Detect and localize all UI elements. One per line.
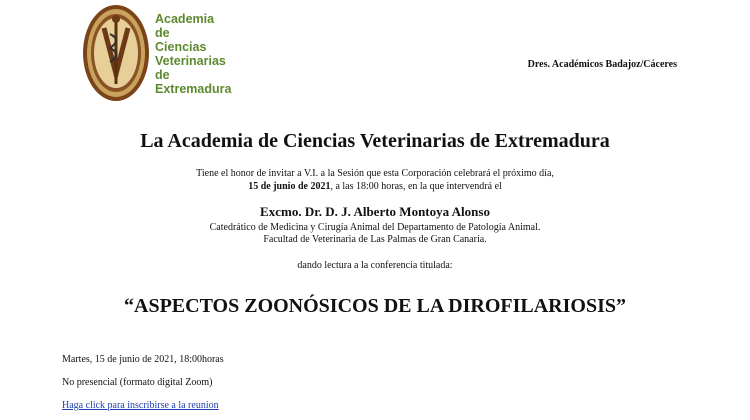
speaker-faculty: Facultad de Veterinaria de Las Palmas de Gran Canaria.	[263, 234, 487, 245]
page-title: La Academia de Ciencias Veterinarias de Extremadura	[140, 130, 610, 152]
org-name-line: Academia	[155, 12, 215, 26]
lecture-title: “ASPECTOS ZOONÓSICOS DE LA DIROFILARIOSIS”	[124, 295, 626, 317]
session-format: No presencial (formato digital Zoom)	[62, 377, 213, 388]
recipients-label: Dres. Académicos Badajoz/Cáceres	[527, 59, 677, 70]
org-name-line: Extremadura	[155, 82, 232, 96]
session-time-text: , a las 18:00 horas, en la que intervendrá el	[330, 181, 502, 192]
invitation-text: Tiene el honor de invitar a V.I. a la Sesión que esta Corporación celebrará el próximo día,	[196, 168, 554, 179]
registration-link[interactable]: Haga click para inscribirse a la reunion	[62, 400, 219, 411]
session-date: 15 de junio de 2021	[248, 181, 331, 192]
session-datetime: Martes, 15 de junio de 2021, 18:00horas	[62, 354, 224, 365]
speaker-name: Excmo. Dr. D. J. Alberto Montoya Alonso	[260, 204, 490, 219]
organization-name	[155, 12, 231, 96]
org-name-line: de	[155, 68, 170, 82]
academy-seal-logo	[82, 4, 150, 102]
org-name-line: de	[155, 26, 170, 40]
org-name-line: Ciencias	[155, 40, 207, 54]
speaker-affiliation: Catedrático de Medicina y Cirugía Animal del Departamento de Patología Animal.	[209, 222, 541, 233]
lecture-intro: dando lectura a la conferencia titulada:	[297, 260, 453, 271]
org-name-line: Veterinarias	[155, 54, 226, 68]
session-date-line	[0, 181, 750, 192]
